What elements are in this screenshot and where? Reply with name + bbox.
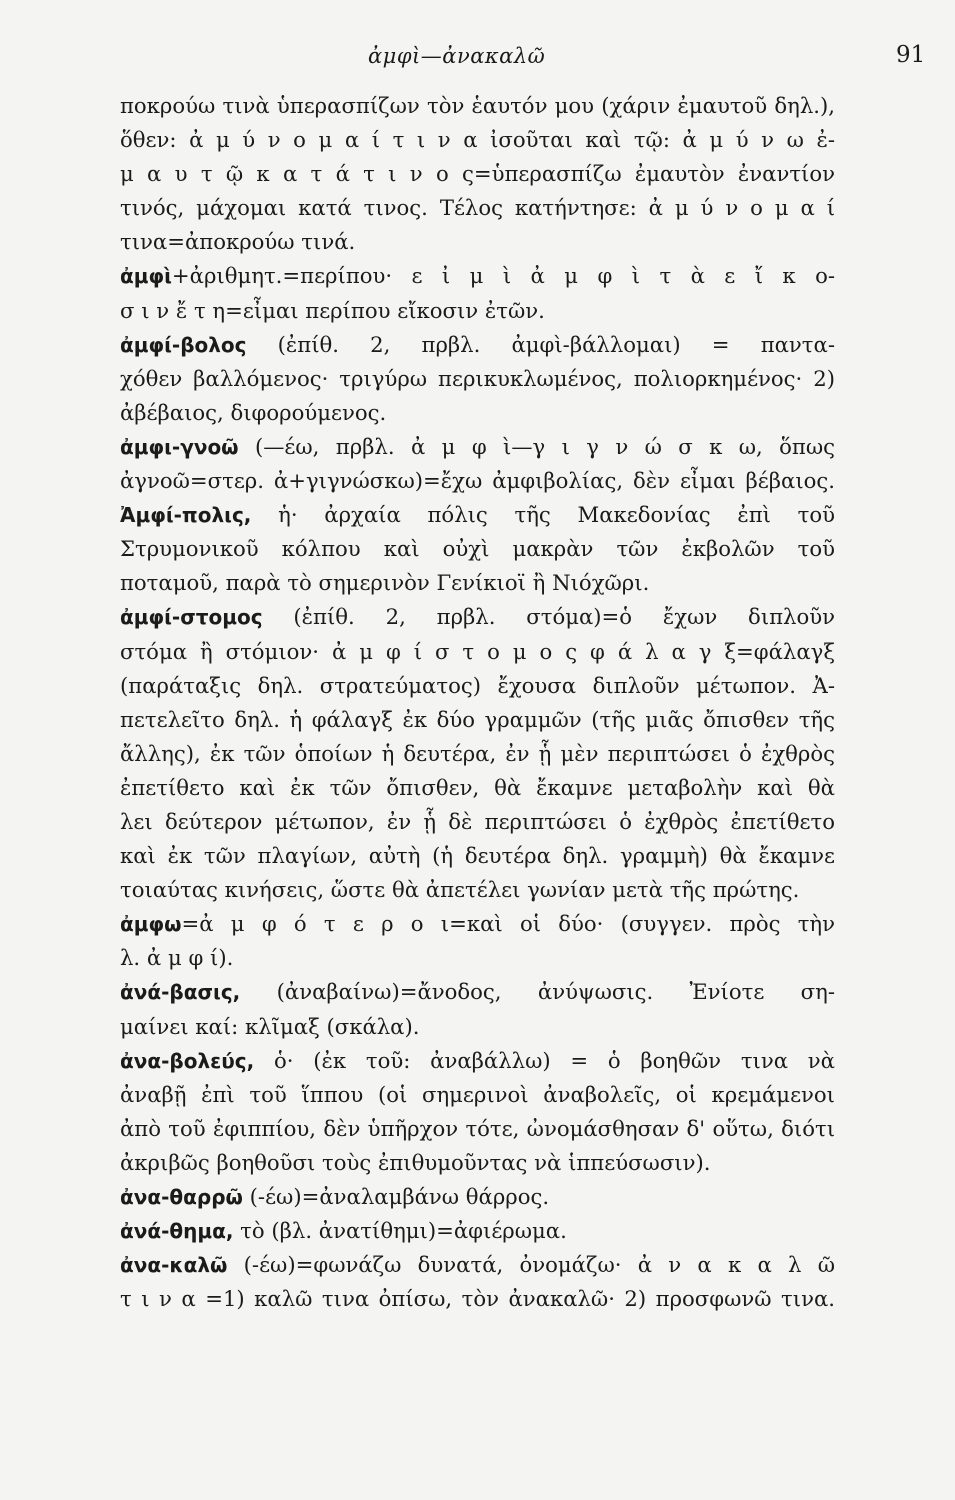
line-text: τὸ (βλ. ἀνατίθημι)=ἀφιέρωμα. xyxy=(233,1218,567,1244)
headword: Ἀμφί-πολις, xyxy=(120,503,252,528)
line-text: σ ι ν ἔ τ η=εἶμαι περίπου εἴκοσιν ἐτῶν. xyxy=(120,297,545,323)
line-text: λ. ἀ μ φ ί). xyxy=(120,945,234,971)
entry-line xyxy=(120,600,835,634)
line-text: ἄλλης), ἐκ τῶν ὁποίων ἡ δευτέρα, ἐν ᾗ μὲν περιπτώσει ὁ ἐχθρὸς xyxy=(120,740,835,766)
line-text: =ἀ μ φ ό τ ε ρ ο ι=καὶ οἱ δύο· (συγγεν. πρὸς τὴν xyxy=(181,911,835,937)
line-text: στόμα ἢ στόμιον· ἀ μ φ ί σ τ ο μ ο ς φ ά λ α γ ξ=φάλαγξ xyxy=(120,638,835,664)
line-text: χόθεν βαλλόμενος· τριγύρω περικυκλωμένος, πολιορκημένος· 2) xyxy=(120,365,835,391)
text-line xyxy=(120,464,835,498)
line-text: (ἀναβαίνω)=ἄνοδος, ἀνύψωσις. Ἐνίοτε ση- xyxy=(240,979,835,1005)
line-text: τ ι ν α =1) καλῶ τινα ὀπίσω, τὸν ἀνακαλῶ· 2) προσφωνῶ τινα. xyxy=(120,1286,835,1312)
line-text: λει δεύτερον μέτωπον, ἐν ᾗ δὲ περιπτώσει ὁ ἐχθρὸς ἐπετίθετο xyxy=(120,808,835,834)
line-text: τοιαύτας κινήσεις, ὥστε θὰ ἀπετέλει γωνίαν μετὰ τῆς πρώτης. xyxy=(120,877,800,903)
line-text: ἀπὸ τοῦ ἐφιππίου, δὲν ὑπῆρχον τότε, ὠνομάσθησαν δ' οὕτω, διότι xyxy=(120,1115,835,1141)
headword: ἀνά-θημα, xyxy=(120,1219,234,1244)
headword: ἀνα-βολεύς, xyxy=(120,1048,255,1073)
page-number: 91 xyxy=(896,42,926,68)
entry-line xyxy=(120,259,835,293)
line-text: (—έω, πρβλ. ἀ μ φ ὶ—γ ι γ ν ώ σ κ ω, ὅπως xyxy=(238,433,835,459)
text-line xyxy=(120,532,835,566)
text-line xyxy=(120,123,835,157)
line-text: πετελεῖτο δηλ. ἡ φάλαγξ ἐκ δύο γραμμῶν (τῆς μιᾶς ὄπισθεν τῆς xyxy=(120,706,835,732)
headword: ἀνα-θαρρῶ xyxy=(120,1185,243,1209)
text-line xyxy=(120,362,835,396)
entry-line xyxy=(120,1044,835,1078)
line-text: ὅθεν: ἀ μ ύ ν ο μ α ί τ ι ν α ἰσοῦται καὶ τῷ: ἀ μ ύ ν ω ἐ- xyxy=(120,127,835,153)
line-text: ἐπετίθετο καὶ ἐκ τῶν ὄπισθεν, θὰ ἔκαμνε μεταβολὴν καὶ θὰ xyxy=(120,774,835,800)
text-line xyxy=(120,294,835,328)
line-text: ποταμοῦ, παρὰ τὸ σημερινὸν Γενίκιοϊ ἢ Νιόχῶρι. xyxy=(120,570,650,596)
dictionary-text-body xyxy=(120,89,835,1316)
text-line xyxy=(120,1112,835,1146)
line-text: ἀκριβῶς βοηθοῦσι τοὺς ἐπιθυμοῦντας νὰ ἱππεύσωσιν). xyxy=(120,1149,711,1175)
line-text: Στρυμονικοῦ κόλπου καὶ οὐχὶ μακρὰν τῶν ἐκβολῶν τοῦ xyxy=(120,536,835,562)
line-text: (ἐπίθ. 2, πρβλ. ἀμφὶ-βάλλομαι) = παντα- xyxy=(246,331,835,357)
text-line xyxy=(120,805,835,839)
text-line xyxy=(120,89,835,123)
text-line xyxy=(120,1282,835,1316)
entry-line xyxy=(120,1180,835,1214)
text-line xyxy=(120,737,835,771)
entry-line xyxy=(120,907,835,941)
line-text: ἀναβῇ ἐπὶ τοῦ ἵππου (οἱ σημερινοὶ ἀναβολεῖς, οἱ κρεμάμενοι xyxy=(120,1081,835,1107)
headword: ἀμφι-γνοῶ xyxy=(120,434,239,459)
text-line xyxy=(120,635,835,669)
text-line xyxy=(120,1146,835,1180)
text-line xyxy=(120,396,835,430)
line-text: ὁ· (ἐκ τοῦ: ἀναβάλλω) = ὁ βοηθῶν τινα νὰ xyxy=(254,1047,835,1073)
line-text: (-έω)=φωνάζω δυνατά, ὀνομάζω· ἀ ν α κ α λ ῶ xyxy=(227,1252,835,1278)
running-head: ἀμφὶ—ἀνακαλῶ xyxy=(368,44,546,68)
line-text: καὶ ἐκ τῶν πλαγίων, αὐτὴ (ἡ δευτέρα δηλ. γραμμὴ) θὰ ἔκαμνε xyxy=(120,843,835,869)
text-line xyxy=(120,703,835,737)
headword: ἀμφί-βολος xyxy=(120,332,247,357)
text-line xyxy=(120,669,835,703)
headword: ἀνα-καλῶ xyxy=(120,1253,228,1278)
entry-line xyxy=(120,1214,835,1248)
headword: ἀμφὶ xyxy=(120,264,172,289)
entry-line xyxy=(120,975,835,1009)
line-text: (-έω)=ἀναλαμβάνω θάρρος. xyxy=(242,1184,550,1209)
headword: ἀμφω xyxy=(120,912,182,937)
line-text: ἡ· ἀρχαία πόλις τῆς Μακεδονίας ἐπὶ τοῦ xyxy=(251,502,835,528)
entry-line xyxy=(120,498,835,532)
line-text: ἀγνοῶ=στερ. ἀ+γιγνώσκω)=ἔχω ἀμφιβολίας, δὲν εἶμαι βέβαιος. xyxy=(120,468,835,494)
line-text: +ἀριθμητ.=περίπου· ε ἰ μ ὶ ἀ μ φ ὶ τ ὰ ε ἴ κ ο- xyxy=(171,263,835,289)
text-line xyxy=(120,191,835,225)
line-text: (ἐπίθ. 2, πρβλ. στόμα)=ὁ ἔχων διπλοῦν xyxy=(262,604,835,630)
line-text: μαίνει καί: κλῖμαξ (σκάλα). xyxy=(120,1013,420,1039)
headword: ἀμφί-στομος xyxy=(120,605,263,630)
text-line xyxy=(120,566,835,600)
line-text: τινα=ἀποκρούω τινά. xyxy=(120,229,356,255)
line-text: τινός, μάχομαι κατά τινος. Τέλος κατήντησε: ἀ μ ύ ν ο μ α ί xyxy=(120,195,835,221)
text-line xyxy=(120,225,835,259)
entry-line xyxy=(120,1248,835,1282)
text-line xyxy=(120,941,835,975)
entry-line xyxy=(120,430,835,464)
text-line xyxy=(120,1078,835,1112)
headword: ἀνά-βασις, xyxy=(120,980,241,1005)
text-line xyxy=(120,771,835,805)
page-header xyxy=(0,44,955,84)
line-text: μ α υ τ ῷ κ α τ ά τ ι ν ο ς=ὑπερασπίζω ἐμαυτὸν ἐναντίον xyxy=(120,161,835,187)
line-text: ποκρούω τινὰ ὑπερασπίζων τὸν ἑαυτόν μου (χάριν ἐμαυτοῦ δηλ.), xyxy=(120,93,835,118)
line-text: (παράταξις δηλ. στρατεύματος) ἔχουσα διπλοῦν μέτωπον. Ἀ- xyxy=(120,672,835,698)
entry-line xyxy=(120,328,835,362)
text-line xyxy=(120,839,835,873)
text-line xyxy=(120,873,835,907)
text-line xyxy=(120,157,835,191)
line-text: ἀβέβαιος, διφορούμενος. xyxy=(120,399,387,425)
text-line xyxy=(120,1010,835,1044)
